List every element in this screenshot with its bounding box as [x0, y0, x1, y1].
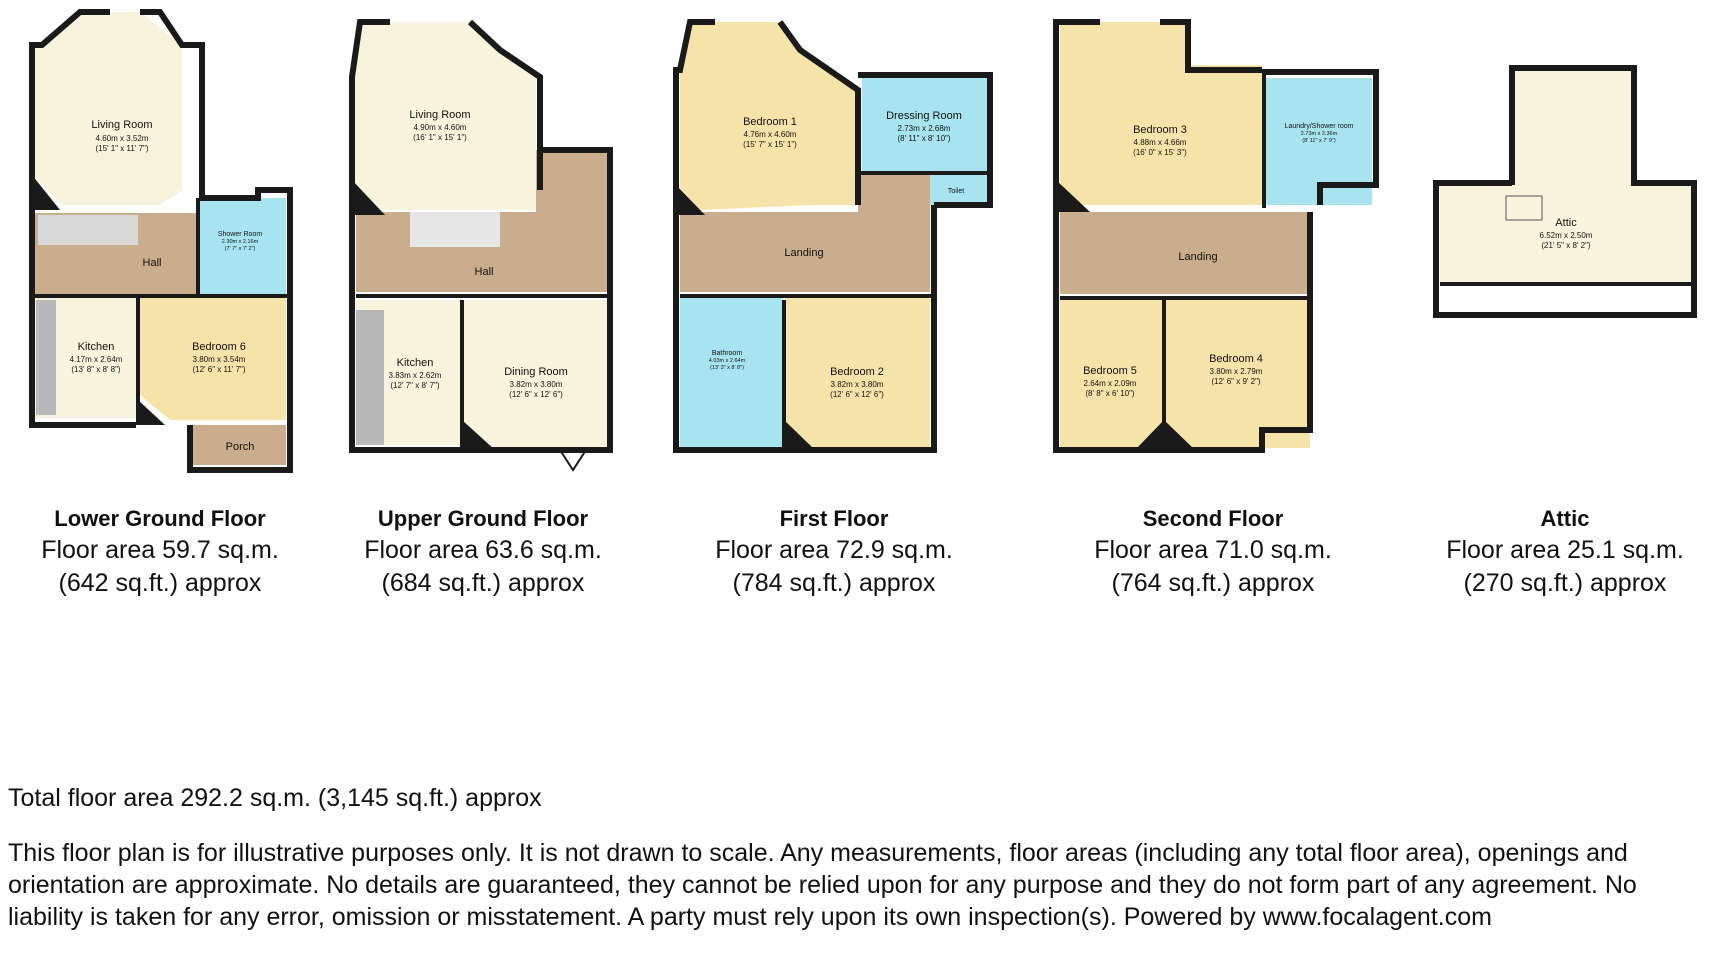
ff-bedroom-2-label: Bedroom 2 [830, 366, 884, 378]
first-floor-caption [664, 504, 1004, 600]
lg-shower-room-imperial: (7' 7" x 7' 2") [224, 246, 256, 252]
lg-kitchen-label: Kitchen [77, 341, 115, 353]
sf-bedroom-5-label: Bedroom 5 [1083, 365, 1137, 377]
lg-shower-room-dims: 2.30m x 2.16m [221, 239, 259, 245]
ug-hall-label: Hall [474, 266, 494, 278]
ff-dressing-room-imperial: (8' 11" x 8' 10") [897, 134, 951, 143]
ff-bedroom-1-label: Bedroom 1 [743, 116, 797, 128]
attic-plan [1436, 68, 1694, 315]
sf-bedroom-4-label: Bedroom 4 [1209, 353, 1263, 365]
lg-stairs [38, 215, 138, 245]
lg-bedroom-6-dims: 3.80m x 3.54m [192, 355, 246, 364]
lower-ground-floor-caption [0, 504, 330, 600]
lg-kitchen-counter [36, 300, 56, 415]
ff-bathroom-label: Bathroom [711, 350, 743, 357]
lg-bedroom-6-imperial: (12' 6" x 11' 7") [192, 365, 246, 374]
floor-area: Floor area 59.7 sq.m. [41, 536, 279, 564]
ug-dining-room-dims: 3.82m x 3.80m [509, 380, 563, 389]
sf-bedroom-5-imperial: (8' 8" x 6' 10") [1085, 389, 1135, 398]
ff-dressing-room-dims: 2.73m x 2.68m [897, 124, 951, 133]
floor-area: Floor area 71.0 sq.m. [1094, 536, 1332, 564]
second-floor-plan [1056, 22, 1376, 450]
sf-landing-label: Landing [1178, 251, 1218, 263]
floor-title: Lower Ground Floor [54, 506, 266, 531]
sf-bedroom-3 [1060, 22, 1262, 205]
lg-living-room-dims: 4.60m x 3.52m [95, 134, 149, 143]
lg-kitchen-imperial: (13' 8" x 8' 8") [71, 365, 121, 374]
ug-dining-room-label: Dining Room [504, 366, 568, 378]
first-floor-plan [676, 22, 990, 450]
ug-living-room-label: Living Room [409, 109, 471, 121]
floor-area-sqft: (764 sq.ft.) approx [1111, 569, 1315, 597]
ug-stairs [410, 212, 500, 247]
lg-living-room-label: Living Room [91, 119, 153, 131]
floor-title: First Floor [779, 506, 889, 531]
ff-dressing-room [862, 75, 987, 171]
floor-plans [0, 0, 1712, 480]
upper-ground-floor-caption [313, 504, 653, 600]
ff-bathroom-imperial: (13' 3" x 8' 8") [710, 365, 744, 371]
lg-living-room [32, 12, 182, 205]
total-floor-area: Total floor area 292.2 sq.m. (3,145 sq.ft.) approx [8, 784, 542, 812]
lg-porch-label: Porch [225, 441, 255, 453]
floor-area-sqft: (270 sq.ft.) approx [1463, 569, 1667, 597]
sf-bedroom-4-dims: 3.80m x 2.79m [1209, 367, 1263, 376]
disclaimer-text: This floor plan is for illustrative purposes only. It is not drawn to scale. Any measurements, floor areas (including any total floor area), openings and orientation are approximate. No details are guaranteed, they cannot be relied upon for any purpose and they do not form part of any agreement. No liability is taken for any error, omission or misstatement. A party must rely upon its own inspection(s). Powered by www.focalagent.com [8, 839, 1637, 931]
sf-laundry-imperial: (8' 11" x 7' 9") [1302, 138, 1336, 144]
floor-title: Upper Ground Floor [377, 506, 589, 531]
lg-hall-label: Hall [142, 257, 162, 269]
sf-bedroom-3-imperial: (16' 0" x 15' 3") [1133, 148, 1187, 157]
sf-bedroom-3-label: Bedroom 3 [1133, 124, 1187, 136]
ug-kitchen-label: Kitchen [396, 357, 434, 369]
ug-kitchen-imperial: (12' 7" x 8' 7") [390, 381, 440, 390]
lg-kitchen-dims: 4.17m x 2.64m [69, 355, 123, 364]
ug-living-room-imperial: (16' 1" x 15' 1") [413, 133, 467, 142]
ug-living-room-dims: 4.90m x 4.60m [413, 123, 467, 132]
attic-caption [1395, 504, 1712, 600]
floor-area: Floor area 25.1 sq.m. [1446, 536, 1684, 564]
ff-bathroom-dims: 4.03m x 2.64m [708, 358, 746, 364]
ff-bedroom-2-dims: 3.82m x 3.80m [830, 380, 884, 389]
attic-skylight [1506, 196, 1542, 220]
lg-bedroom-6-label: Bedroom 6 [192, 341, 246, 353]
floor-area-sqft: (784 sq.ft.) approx [732, 569, 936, 597]
ff-bedroom-1-imperial: (15' 7" x 15' 1") [743, 140, 797, 149]
ff-toilet-label: Toilet [947, 188, 965, 195]
attic-imperial: (21' 5" x 8' 2") [1541, 241, 1591, 250]
sf-laundry-label: Laundry/Shower room [1284, 123, 1354, 130]
ff-bedroom-2-imperial: (12' 6" x 12' 6") [830, 390, 884, 399]
lower-ground-floor-plan [32, 12, 290, 470]
attic-room [1440, 70, 1692, 282]
floor-title: Second Floor [1142, 506, 1284, 531]
ug-kitchen-dims: 3.83m x 2.62m [388, 371, 442, 380]
attic-dims: 6.52m x 2.50m [1539, 231, 1593, 240]
ff-bedroom-1-dims: 4.76m x 4.60m [743, 130, 797, 139]
attic-label: Attic [1555, 217, 1577, 229]
upper-ground-floor-plan [352, 22, 610, 470]
floor-area-sqft: (684 sq.ft.) approx [381, 569, 585, 597]
sf-bedroom-5-dims: 2.64m x 2.09m [1083, 379, 1137, 388]
floor-area: Floor area 63.6 sq.m. [364, 536, 602, 564]
ff-bathroom [680, 298, 782, 448]
lg-living-room-imperial: (15' 1" x 11' 7") [95, 144, 149, 153]
floor-title: Attic [1540, 506, 1590, 531]
second-floor-caption [1043, 504, 1383, 600]
floor-area: Floor area 72.9 sq.m. [715, 536, 953, 564]
ug-dining-room-imperial: (12' 6" x 12' 6") [509, 390, 563, 399]
ff-landing-label: Landing [784, 247, 824, 259]
sf-laundry-dims: 2.73m x 2.36m [1300, 131, 1338, 137]
sf-bedroom-4-imperial: (12' 6" x 9' 2") [1211, 377, 1261, 386]
lg-shower-room-label: Shower Room [217, 231, 263, 238]
floor-area-sqft: (642 sq.ft.) approx [58, 569, 262, 597]
sf-bedroom-3-dims: 4.88m x 4.66m [1133, 138, 1187, 147]
ff-dressing-room-label: Dressing Room [886, 110, 962, 122]
ug-kitchen-counter [356, 310, 384, 445]
